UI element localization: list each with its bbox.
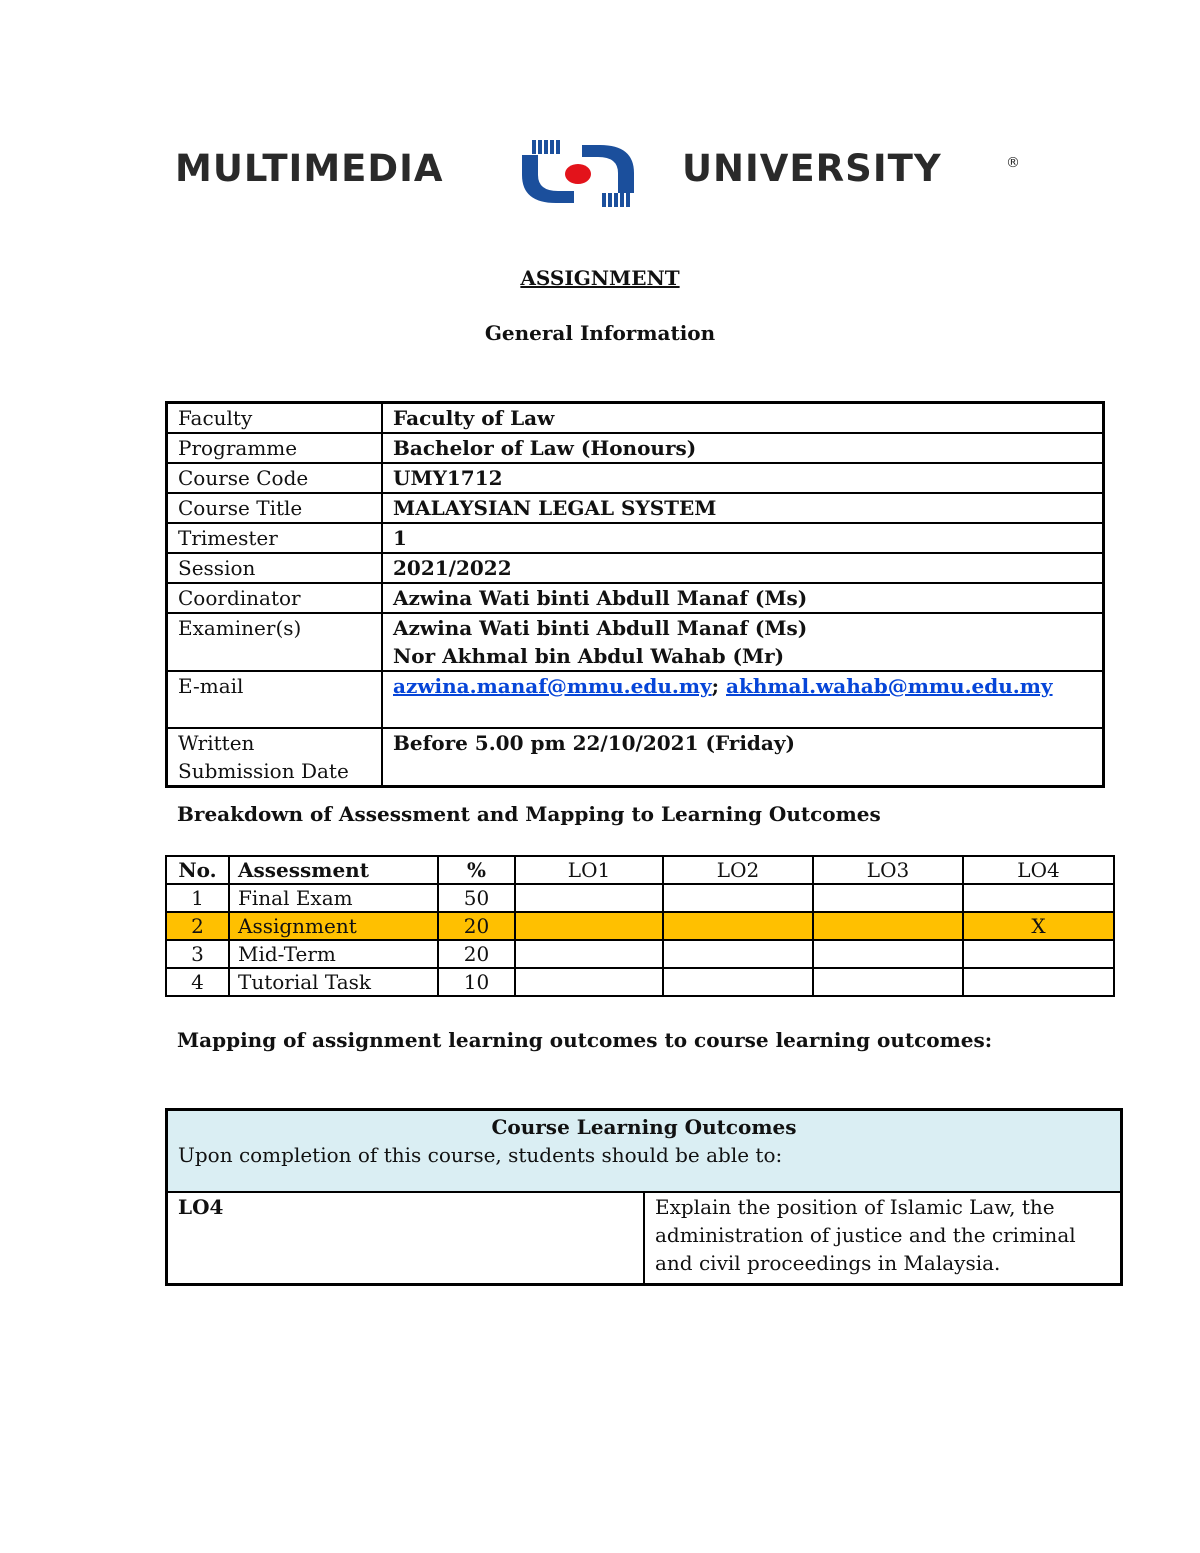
cell-lo1 [515,884,663,912]
cell-no: 3 [166,940,229,968]
clo-table [165,1108,1123,1286]
breakdown-header-row [166,856,1114,884]
cell-lo4 [963,940,1114,968]
info-label: Programme [167,433,383,463]
info-row-email [167,671,1104,728]
cell-assessment: Assignment [229,912,438,940]
clo-intro: Upon completion of this course, students should be able to: [178,1143,783,1167]
info-label-line: Written [178,731,255,755]
info-value: Before 5.00 pm 22/10/2021 (Friday) [382,728,1104,787]
cell-lo4 [963,968,1114,996]
cell-no: 1 [166,884,229,912]
logo-left-word: MULTIMEDIA [175,147,444,190]
cell-lo3 [813,912,963,940]
cell-lo2 [663,940,813,968]
info-label: Coordinator [167,583,383,613]
info-row-programme [167,433,1104,463]
cell-percent: 10 [438,968,515,996]
clo-code: LO4 [167,1192,645,1285]
info-label: Course Code [167,463,383,493]
email-separator: ; [711,674,720,698]
clo-title: Course Learning Outcomes [491,1115,797,1139]
cell-lo4 [963,884,1114,912]
info-row-session [167,553,1104,583]
cell-lo3 [813,968,963,996]
cell-lo3 [813,884,963,912]
table-row-highlighted [166,912,1114,940]
cell-percent: 20 [438,912,515,940]
cell-lo1 [515,968,663,996]
col-header-assessment: Assessment [229,856,438,884]
cell-lo2 [663,884,813,912]
info-row-faculty [167,403,1104,434]
info-row-coordinator [167,583,1104,613]
info-value: UMY1712 [382,463,1104,493]
cell-lo3 [813,940,963,968]
col-header-lo3: LO3 [813,856,963,884]
cell-assessment: Mid-Term [229,940,438,968]
col-header-percent: % [438,856,515,884]
university-logo [170,135,1040,215]
table-row [166,968,1114,996]
col-header-no: No. [166,856,229,884]
info-value: 1 [382,523,1104,553]
registered-mark: ® [1006,155,1020,171]
mapping-heading: Mapping of assignment learning outcomes to course learning outcomes: [177,1028,993,1052]
table-row [166,884,1114,912]
info-label: Trimester [167,523,383,553]
info-value: MALAYSIAN LEGAL SYSTEM [382,493,1104,523]
general-info-table [165,401,1105,788]
logo-emblem-icon [518,135,638,211]
info-label: Faculty [167,403,383,434]
cell-no: 2 [166,912,229,940]
examiner-name: Nor Akhmal bin Abdul Wahab (Mr) [393,644,785,668]
info-row-submission-date [167,728,1104,787]
clo-row [167,1192,1122,1285]
email-link-examiner[interactable]: akhmal.wahab@mmu.edu.my [726,674,1053,698]
clo-header-row [167,1110,1122,1193]
info-row-trimester [167,523,1104,553]
col-header-lo4: LO4 [963,856,1114,884]
cell-lo1 [515,912,663,940]
info-label: Session [167,553,383,583]
info-value: Faculty of Law [382,403,1104,434]
email-link-coordinator[interactable]: azwina.manaf@mmu.edu.my [393,674,712,698]
breakdown-table [165,855,1115,997]
info-row-course-title [167,493,1104,523]
info-label: E-mail [167,671,383,728]
cell-lo2 [663,968,813,996]
info-value [382,613,1104,671]
examiner-name: Azwina Wati binti Abdull Manaf (Ms) [393,616,808,640]
cell-percent: 50 [438,884,515,912]
cell-assessment: Tutorial Task [229,968,438,996]
info-value [382,671,1104,728]
document-title: ASSIGNMENT [520,266,680,290]
info-row-course-code [167,463,1104,493]
info-label-line: Submission Date [178,759,349,783]
clo-header-cell [167,1110,1122,1193]
cell-no: 4 [166,968,229,996]
clo-text: Explain the position of Islamic Law, the administration of justice and the criminal and civil proceedings in Malaysia. [644,1192,1122,1285]
cell-lo1 [515,940,663,968]
cell-lo2 [663,912,813,940]
logo-right-word: UNIVERSITY [682,147,942,190]
breakdown-heading: Breakdown of Assessment and Mapping to Learning Outcomes [177,802,881,826]
info-label: Course Title [167,493,383,523]
info-value: 2021/2022 [382,553,1104,583]
info-label: Examiner(s) [167,613,383,671]
col-header-lo2: LO2 [663,856,813,884]
table-row [166,940,1114,968]
info-value: Bachelor of Law (Honours) [382,433,1104,463]
col-header-lo1: LO1 [515,856,663,884]
cell-assessment: Final Exam [229,884,438,912]
cell-lo4: X [963,912,1114,940]
info-row-examiners [167,613,1104,671]
info-label [167,728,383,787]
cell-percent: 20 [438,940,515,968]
info-value: Azwina Wati binti Abdull Manaf (Ms) [382,583,1104,613]
document-subtitle: General Information [484,321,716,345]
